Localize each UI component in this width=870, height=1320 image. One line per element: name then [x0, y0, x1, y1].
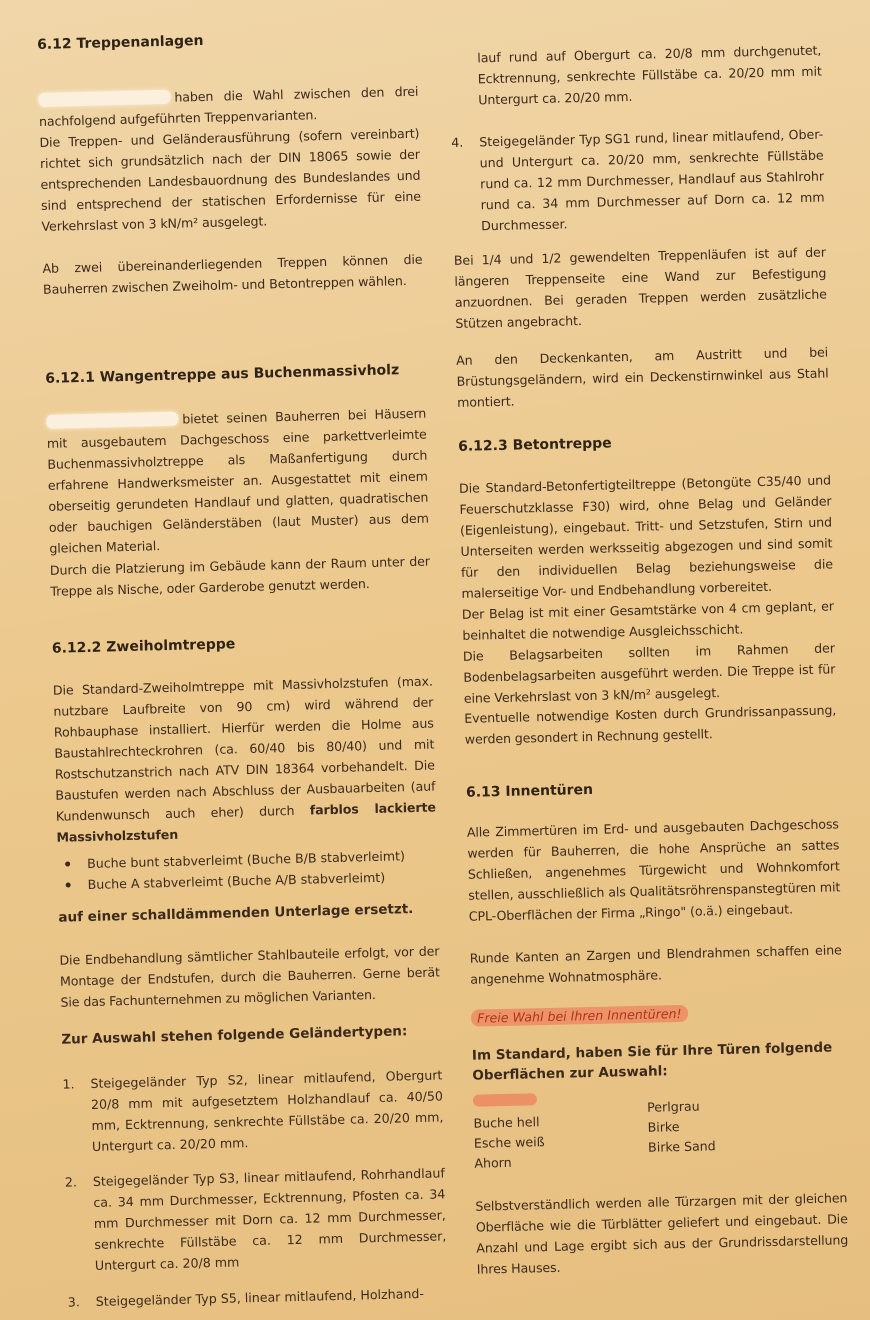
paragraph-6-12-2-finish: Die Endbehandlung sämtlicher Stahlbauteile erfolgt, vor der Montage der Endstufen, durch die Bauherren. Gerne berät Sie das Fachunternehmen zu möglichen Varianten.	[59, 943, 441, 1010]
bold-finish-text: farblos lackierte Massivholzstufen	[56, 799, 437, 845]
marker-stroke	[473, 1093, 537, 1106]
wood-type-list	[57, 844, 438, 895]
paragraph-6-12-intro: haben die Wahl zwischen den drei nachfolgend aufgeführten Treppenvarianten.	[38, 83, 419, 129]
surface-options	[473, 1098, 846, 1173]
paragraph-6-13-frames: Selbstverständlich werden alle Türzargen mit der gleichen Oberfläche wie die Türblätter geliefert und eingebaut. Die Anzahl und Lage ergibt sich aus der Grundrissdarstellung Ihres Hauses.	[475, 1190, 849, 1277]
heading-6-12: 6.12 Treppenanlagen	[36, 32, 204, 53]
paragraph-6-12-din: Die Treppen- und Geländerausführung (sofern vereinbart) richtet sich grundsätzlich nach der DIN 18065 sowie der entsprechenden Landesbauordnung des Bundeslandes und sind entsprechend der statischen Erfordernisse für eine Verkehrslast von 3 kN/m² ausgelegt.	[39, 125, 422, 234]
list-item: 4. Steigegeländer Typ SG1 rund, linear mitlaufend, Ober- und Untergurt ca. 20/20 mm, senkrechte Füllstäbe rund ca. 12 mm Durchmesser, Handlauf aus Stahlrohr rund ca. 34 mm Durchmesser auf Dorn ca. 12 mm Durchmesser.	[451, 126, 825, 234]
list-item: Buche A stabverleimt (Buche A/B stabverleimt)	[57, 865, 437, 895]
heading-6-12-2: 6.12.2 Zweiholmtreppe	[51, 636, 236, 657]
paragraph-winding-stairs: Bei 1/4 und 1/2 gewendelten Treppenläufen ist auf der längeren Treppenseite eine Wand zur Befestigung anzuordnen. Bei geraden Treppen werden zusätzliche Stützen angebracht.	[453, 244, 827, 331]
heading-6-12-1: 6.12.1 Wangentreppe aus Buchenmassivholz	[45, 362, 400, 387]
list-item: 3. Steigegeländer Typ S5, linear mitlaufend, Holzhand-	[67, 1285, 425, 1310]
paragraph-ceiling-edges: An den Deckenkanten, am Austritt und bei Brüstungsgeländern, wird ein Deckenstirnwinkel aus Stahl montiert.	[456, 344, 829, 410]
redacted-company-name-2	[46, 412, 178, 429]
list-item: 2. Steigegeländer Typ S3, linear mitlaufend, Rohrhandlauf ca. 34 mm Durchmesser, Ecktrennung, Pfosten ca. 34 mm Durchmesser mit Dorn ca. 12 mm Durchmesser, senkrechte Füllstäbe ca. 12 mm Durchmesser, Untergurt ca. 20/8 mm	[64, 1165, 447, 1273]
paragraph-6-12-3-costs: Eventuelle notwendige Kosten durch Grundrissanpassung, werden gesondert in Rechnung gestellt.	[464, 702, 837, 747]
list-item: Birke	[647, 1119, 680, 1135]
list-item: Ahorn	[474, 1154, 512, 1171]
highlighted-text: Freie Wahl bei Ihren Innentüren!	[471, 1005, 688, 1027]
list-item: Esche weiß	[473, 1134, 545, 1151]
list-item: Buche hell	[473, 1114, 540, 1131]
list-item: Buche bunt stabverleimt (Buche B/B stabverleimt)	[57, 844, 437, 874]
list-item: Birke Sand	[647, 1138, 716, 1155]
bullet-icon	[66, 882, 71, 887]
surface-options-right	[647, 1094, 823, 1170]
paragraph-6-13-doors: Alle Zimmertüren im Erd- und ausgebauten Dachgeschoss werden für Bauherren, die hohe Ansprüche an sattes Schließen, angenehmes Türgewicht und Wohnkomfort stellen, ausschließlich als Qualitätsröhrenspanstegtüren mit CPL-Oberflächen der Firma „Ringo" (o.ä.) eingebaut.	[466, 816, 841, 924]
railing-types-list-4	[451, 124, 825, 237]
paragraph-6-12-2-description: Die Standard-Zweiholmtreppe mit Massivholzstufen (max. nutzbare Laufbreite von 90 cm) wird während der Rohbauphase installiert. Hierfür werden die Holme aus Baustahlrechteckrohren (ca. 60/40 bis 80/40) und mit Rostschutzanstrich nach ATV DIN 18364 vorbehandelt. Die Baustufen werden nach Abschluss der Ausbauarbeiten (auf Kundenwunsch auch eher) durch farblos lackierte Massivholzstufen	[52, 673, 437, 845]
paragraph-6-12-choice: Ab zwei übereinanderliegenden Treppen können die Bauherren zwischen Zweiholm- und Betontreppen wählen.	[42, 251, 423, 297]
paragraph-6-12-3-description: Die Standard-Betonfertigteiltreppe (Betongüte C35/40 und Feuerschutzklasse F30) wird, ohne Belag und Geländer (Eigenleistung), eingebaut. Tritt- und Setzstufen, Stirn und Unterseiten werden werksseitig abgezogen und sind somit für den individuellen Belag beziehungsweise die malerseitige Vor- und Endbehandlung vorbereitet.	[458, 472, 834, 601]
paragraph-6-12-3-covering: Der Belag ist mit einer Gesamtstärke von 4 cm geplant, er beinhaltet die notwendige Ausgleichsschicht.	[461, 598, 835, 643]
railing-types-list-2	[65, 1162, 447, 1276]
paragraph-6-12-3-flooring: Die Belagsarbeiten sollten im Rahmen der Bodenbelagsarbeiten ausgeführt werden. Die Treppe ist für eine Verkehrslast von 3 kN/m² ausgelegt.	[462, 640, 836, 706]
railing-types-list	[62, 1064, 444, 1157]
redacted-company-name	[38, 90, 170, 107]
paragraph-6-12-1-niche: Durch die Platzierung im Gebäude kann der Raum unter der Treppe als Nische, oder Garderobe genutzt werden.	[49, 553, 431, 599]
free-choice-callout	[471, 999, 843, 1026]
list-item: Perlgrau	[647, 1098, 700, 1115]
railing-types-list-3	[68, 1282, 448, 1312]
list-item: 1. Steigegeländer Typ S2, linear mitlaufend, Obergurt 20/8 mm mit aufgesetztem Holzhandlauf ca. 40/50 mm, Ecktrennung, senkrechte Füllstäbe ca. 20/20 mm, Untergurt ca. 20/20 mm.	[62, 1067, 444, 1154]
bullet-icon	[65, 861, 70, 866]
paragraph-6-13-edges: Runde Kanten an Zargen und Blendrahmen schaffen eine angenehme Wohnatmosphäre.	[469, 942, 842, 987]
railing-types-heading: Zur Auswahl stehen folgende Geländertypen:	[61, 1023, 408, 1048]
standard-surfaces-heading: Im Standard, haben Sie für Ihre Türen folgende Oberflächen zur Auswahl:	[471, 1039, 833, 1084]
soundproof-underlay-text: auf einer schalldämmenden Unterlage ersetzt.	[58, 901, 414, 926]
surface-options-left	[473, 1110, 648, 1174]
railing-item-3-continued: lauf rund auf Obergurt ca. 20/8 mm durchgenutet, Ecktrennung, senkrechte Füllstäbe ca. 20/20 mm mit Untergurt ca. 20/20 mm.	[477, 42, 822, 108]
heading-6-13: 6.13 Innentüren	[465, 781, 594, 801]
heading-6-12-3: 6.12.3 Betontreppe	[457, 435, 612, 455]
paragraph-6-12-1-description: bietet seinen Bauherren bei Häusern mit ausgebautem Dachgeschoss eine parkettverleimte Buchenmassivholztreppe als Maßanfertigung durch erfahrene Handwerksmeister an. Ausgestattet mit einem oberseitig gerundeten Handlauf und glatten, quadratischen oder bauchigen Geländerstäben (laut Muster) aus dem gleichen Material.	[46, 405, 429, 556]
